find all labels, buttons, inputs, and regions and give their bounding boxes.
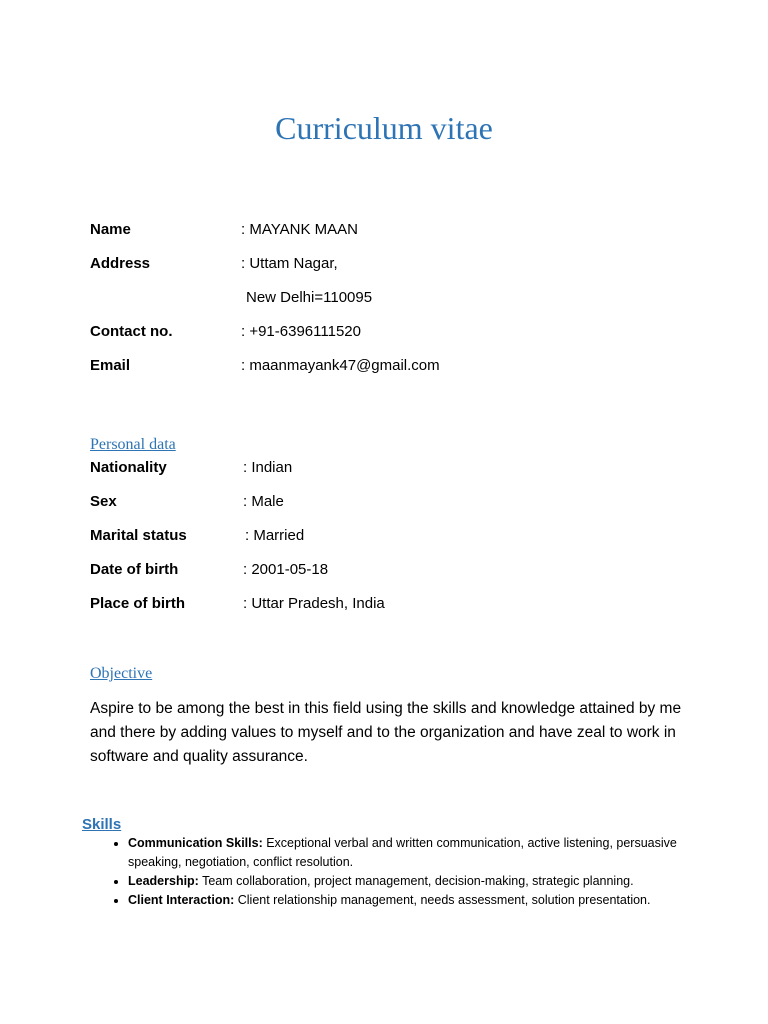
contact-label: Address — [90, 255, 151, 272]
personal-value: : Indian — [243, 459, 293, 476]
personal-label: Date of birth — [90, 561, 179, 578]
personal-value: : 2001-05-18 — [243, 561, 329, 578]
personal-label: Nationality — [90, 459, 167, 476]
skill-item — [128, 872, 708, 891]
personal-label: Marital status — [90, 527, 187, 544]
personal-label: Place of birth — [90, 595, 186, 612]
personal-label: Sex — [90, 493, 117, 510]
objective-text: Aspire to be among the best in this field using the skills and knowledge attained by me and there by adding values to myself and to the organization and have zeal to work in software and quality assurance. — [90, 700, 682, 765]
personal-value: : Married — [245, 527, 305, 544]
personal-value: : Uttar Pradesh, India — [243, 595, 385, 612]
skill-item — [128, 834, 708, 872]
contact-value: : +91-6396111520 — [241, 323, 361, 340]
skill-title: Leadership: — [128, 874, 199, 888]
contact-value: New Delhi=110095 — [246, 289, 373, 306]
page-title: Curriculum vitae — [275, 110, 493, 146]
skill-title: Communication Skills: — [128, 836, 263, 850]
contact-value: : Uttam Nagar, — [241, 255, 338, 272]
skill-text: Exceptional verbal and written communication, active listening, persuasive speaking, negotiation, conflict resolution. — [128, 836, 677, 869]
skill-text: Client relationship management, needs assessment, solution presentation. — [234, 893, 651, 907]
skills-heading: Skills — [82, 816, 122, 833]
contact-value: : maanmayank47@gmail.com — [241, 357, 440, 374]
skills-list — [90, 834, 708, 910]
skill-text: Team collaboration, project management, decision-making, strategic planning. — [198, 874, 634, 888]
skill-title: Client Interaction: — [128, 893, 235, 907]
contact-label: Email — [90, 357, 131, 374]
skill-item — [128, 891, 708, 910]
contact-label: Contact no. — [90, 323, 173, 340]
contact-value: : MAYANK MAAN — [241, 221, 358, 238]
personal-data-heading: Personal data — [90, 436, 176, 453]
contact-label: Name — [90, 221, 131, 238]
personal-value: : Male — [243, 493, 284, 510]
objective-heading: Objective — [90, 665, 153, 682]
